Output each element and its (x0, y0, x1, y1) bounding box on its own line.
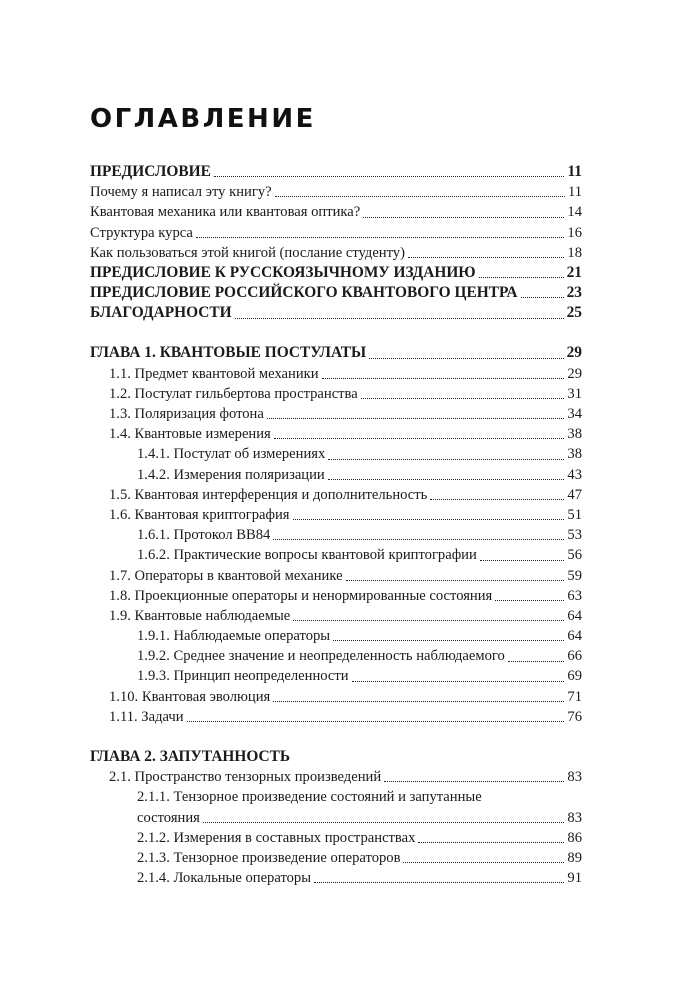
toc-section[interactable] (90, 505, 582, 525)
dot-leader (273, 701, 564, 702)
toc-entry-page: 53 (567, 527, 582, 544)
toc-entry-title-continued: состояния (137, 809, 200, 826)
toc-section[interactable] (90, 485, 582, 505)
toc-entry-title: Квантовая механика или квантовая оптика? (90, 204, 361, 221)
dot-leader (480, 560, 565, 561)
toc-section[interactable] (90, 384, 582, 404)
dot-leader (328, 479, 565, 480)
toc-entry-continuation (137, 808, 582, 828)
table-of-contents (90, 162, 582, 888)
toc-entry-page: 69 (567, 668, 582, 685)
toc-section[interactable] (90, 364, 582, 384)
dot-leader (214, 176, 565, 177)
toc-entry-page: 38 (567, 446, 582, 463)
toc-entry-title: 1.9.1. Наблюдаемые операторы (137, 628, 331, 645)
dot-leader (384, 781, 564, 782)
toc-entry-page: 11 (567, 184, 582, 201)
toc-entry-title: 1.1. Предмет квантовой механики (109, 365, 319, 382)
toc-subsection[interactable] (90, 444, 582, 464)
dot-leader (203, 822, 565, 823)
dot-leader (293, 620, 564, 621)
toc-entry-title: 1.3. Поляризация фотона (109, 406, 264, 423)
toc-entry-page: 64 (567, 607, 582, 624)
toc-entry-title: ПРЕДИСЛОВИЕ РОССИЙСКОГО КВАНТОВОГО ЦЕНТРА (90, 284, 518, 302)
toc-subsection[interactable] (90, 545, 582, 565)
toc-section[interactable] (90, 707, 582, 727)
toc-entry-title: 1.6.1. Протокол BB84 (137, 527, 271, 544)
dot-leader (314, 882, 564, 883)
toc-entry-title: Как пользоваться этой книгой (послание студенту) (90, 244, 405, 261)
toc-entry-title: 1.6. Квантовая криптография (109, 506, 290, 523)
toc-entry-title: БЛАГОДАРНОСТИ (90, 304, 232, 322)
dot-leader (293, 519, 565, 520)
dot-leader (196, 237, 564, 238)
toc-section[interactable] (90, 424, 582, 444)
toc-entry[interactable] (90, 243, 582, 263)
toc-subsection[interactable] (90, 465, 582, 485)
toc-entry-title: 1.9. Квантовые наблюдаемые (109, 607, 291, 624)
toc-section[interactable] (90, 606, 582, 626)
dot-leader (333, 640, 564, 641)
toc-entry-page: 89 (567, 849, 582, 866)
dot-leader (495, 600, 564, 601)
toc-entry-page: 83 (567, 769, 582, 786)
toc-entry-page: 56 (567, 547, 582, 564)
dot-leader (322, 378, 565, 379)
toc-entry-title: 1.9.2. Среднее значение и неопределенность наблюдаемого (137, 648, 505, 665)
toc-entry-page: 11 (567, 162, 582, 180)
toc-entry-title: Почему я написал эту книгу? (90, 184, 272, 201)
page-title: ОГЛАВЛЕНИЕ (90, 104, 316, 134)
toc-entry-page: 38 (567, 426, 582, 443)
toc-entry-title: Структура курса (90, 224, 193, 241)
toc-entry-page: 59 (567, 567, 582, 584)
section-gap (90, 324, 582, 344)
toc-entry-title: 2.1.2. Измерения в составных пространствах (137, 829, 416, 846)
toc-entry-page: 18 (567, 244, 582, 261)
toc-entry-title: ПРЕДИСЛОВИЕ (90, 162, 211, 180)
toc-entry-page: 91 (567, 870, 582, 887)
toc-entry-title: 1.4. Квантовые измерения (109, 426, 271, 443)
toc-entry-title: 2.1.3. Тензорное произведение операторов (137, 849, 401, 866)
toc-chapter-1[interactable] (90, 344, 582, 364)
toc-entry-acknowledgements[interactable] (90, 303, 582, 323)
toc-chapter-title: ГЛАВА 2. ЗАПУТАННОСТЬ (90, 748, 291, 766)
toc-entry-preface[interactable] (90, 162, 582, 182)
toc-subsection[interactable] (90, 848, 582, 868)
toc-entry-title: 1.10. Квантовая эволюция (109, 688, 271, 705)
toc-subsection[interactable] (90, 828, 582, 848)
dot-leader (521, 297, 564, 298)
toc-subsection[interactable] (90, 525, 582, 545)
toc-chapter-title: ГЛАВА 1. КВАНТОВЫЕ ПОСТУЛАТЫ (90, 344, 367, 362)
toc-entry-page: 47 (567, 486, 582, 503)
toc-entry-page: 83 (567, 809, 582, 826)
dot-leader (430, 499, 564, 500)
dot-leader (187, 721, 565, 722)
toc-entry-page: 43 (567, 466, 582, 483)
dot-leader (273, 539, 564, 540)
dot-leader (235, 318, 564, 319)
toc-entry-title: 1.4.1. Постулат об измерениях (137, 446, 326, 463)
toc-entry-page: 86 (567, 829, 582, 846)
toc-entry-title: 1.6.2. Практические вопросы квантовой криптографии (137, 547, 477, 564)
toc-entry-page: 66 (567, 648, 582, 665)
toc-entry-rqc-preface[interactable] (90, 283, 582, 303)
toc-entry-page: 71 (567, 688, 582, 705)
toc-entry-page: 29 (566, 344, 582, 362)
toc-entry-page: 63 (567, 587, 582, 604)
dot-leader (275, 196, 565, 197)
toc-entry-russian-preface[interactable] (90, 263, 582, 283)
dot-leader (274, 438, 565, 439)
section-gap (90, 727, 582, 747)
toc-entry-title: 1.11. Задачи (109, 708, 184, 725)
toc-subsection[interactable] (90, 868, 582, 888)
dot-leader (479, 277, 564, 278)
toc-entry-page: 23 (566, 284, 582, 302)
toc-entry-title: ПРЕДИСЛОВИЕ К РУССКОЯЗЫЧНОМУ ИЗДАНИЮ (90, 263, 476, 281)
toc-entry-title: 1.4.2. Измерения поляризации (137, 466, 325, 483)
toc-entry[interactable] (90, 182, 582, 202)
dot-leader (267, 418, 565, 419)
toc-entry-title: 2.1.1. Тензорное произведение состояний и запутанные (137, 789, 482, 806)
toc-entry-title: 1.8. Проекционные операторы и ненормированные состояния (109, 587, 493, 604)
toc-subsection[interactable] (90, 787, 582, 827)
toc-section[interactable] (90, 404, 582, 424)
toc-section[interactable] (90, 687, 582, 707)
toc-entry-page: 21 (566, 263, 582, 281)
toc-subsection[interactable] (90, 646, 582, 666)
toc-subsection[interactable] (90, 626, 582, 646)
dot-leader (403, 862, 564, 863)
dot-leader (408, 257, 564, 258)
toc-entry-page: 31 (567, 385, 582, 402)
toc-section[interactable] (90, 566, 582, 586)
toc-entry-page: 64 (567, 628, 582, 645)
toc-entry-page: 76 (567, 708, 582, 725)
dot-leader (328, 459, 564, 460)
toc-entry[interactable] (90, 202, 582, 222)
toc-entry-page: 16 (567, 224, 582, 241)
toc-chapter-2[interactable] (90, 747, 582, 767)
toc-entry-title: 2.1. Пространство тензорных произведений (109, 769, 382, 786)
toc-subsection[interactable] (90, 667, 582, 687)
toc-entry[interactable] (90, 223, 582, 243)
toc-entry-title: 1.5. Квантовая интерференция и дополнительность (109, 486, 428, 503)
dot-leader (508, 661, 565, 662)
toc-entry-title: 1.2. Постулат гильбертова пространства (109, 385, 358, 402)
dot-leader (363, 217, 564, 218)
dot-leader (361, 398, 565, 399)
toc-section[interactable] (90, 767, 582, 787)
toc-entry-page: 51 (567, 506, 582, 523)
toc-entry-title: 1.9.3. Принцип неопределенности (137, 668, 349, 685)
toc-entry-page: 34 (567, 406, 582, 423)
toc-entry-page: 14 (567, 204, 582, 221)
toc-entry-title: 1.7. Операторы в квантовой механике (109, 567, 343, 584)
dot-leader (346, 580, 565, 581)
toc-section[interactable] (90, 586, 582, 606)
toc-entry-page: 29 (567, 365, 582, 382)
toc-entry-title: 2.1.4. Локальные операторы (137, 870, 312, 887)
dot-leader (352, 681, 565, 682)
dot-leader (369, 358, 563, 359)
dot-leader (418, 842, 564, 843)
toc-entry-page: 25 (566, 304, 582, 322)
